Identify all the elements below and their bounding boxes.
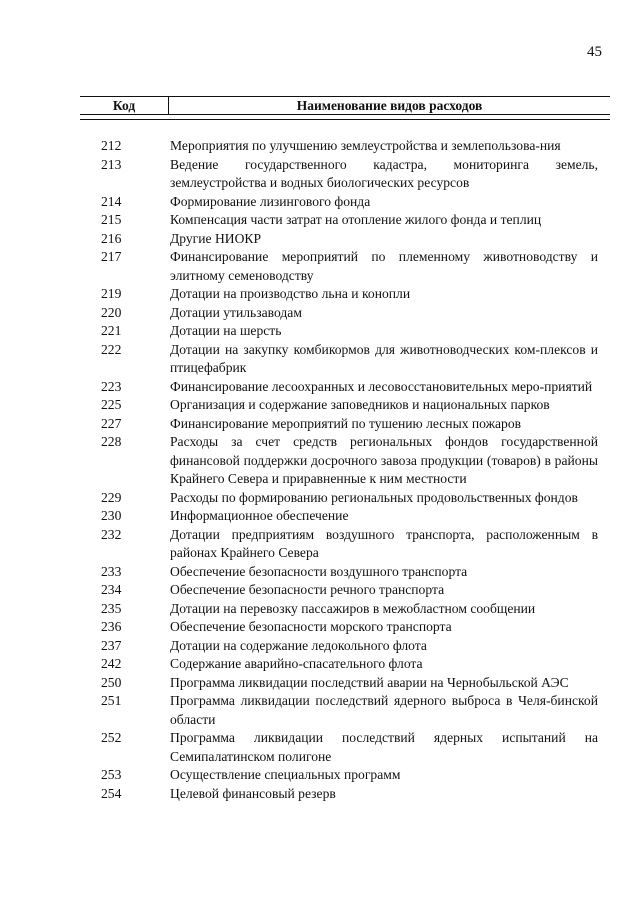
row-code: 236 [101, 619, 122, 634]
row-code: 222 [101, 341, 122, 357]
row-code: 254 [101, 785, 122, 801]
row-code: 216 [101, 230, 122, 246]
row-name: Целевой финансовый резерв [170, 785, 336, 801]
table-row [80, 600, 610, 619]
row-name: Расходы за счет средств региональных фондов государственной финансовой поддержки досрочного завоза продукции (товаров) в районы Крайнего Севера и приравненные к ним местности [170, 434, 598, 486]
row-name: Дотации на перевозку пассажиров в межобластном сообщении [170, 600, 536, 616]
row-name: Дотации на производство льна и конопли [170, 286, 411, 301]
row-code: 212 [101, 138, 122, 153]
row-name: Дотации на шерсть [170, 323, 282, 338]
table-row [80, 526, 610, 563]
row-name: Ведение государственного кадастра, мониторинга земель, землеустройства и водных биологических ресурсов [170, 156, 598, 190]
row-code: 230 [101, 508, 122, 523]
table-row [80, 637, 610, 656]
row-code: 223 [101, 378, 122, 394]
table-row [80, 230, 610, 249]
row-name: Мероприятия по улучшению землеустройства и землепользова-ния [170, 138, 561, 153]
table-row [80, 285, 610, 304]
row-code: 251 [101, 693, 122, 708]
row-name: Формирование лизингового фонда [170, 193, 371, 209]
table-row [80, 674, 610, 693]
row-code: 213 [101, 156, 122, 172]
table-row [80, 415, 610, 434]
row-name: Содержание аварийно-спасательного флота [170, 656, 423, 671]
table-row [80, 304, 610, 323]
table-row [80, 211, 610, 230]
row-name: Финансирование мероприятий по тушению лесных пожаров [170, 415, 522, 431]
row-code: 253 [101, 767, 122, 782]
row-name: Дотации на закупку комбикормов для животноводческих ком-плексов и птицефабрик [170, 341, 598, 375]
row-name: Программа ликвидации последствий ядерного выброса в Челя-бинской области [170, 693, 598, 727]
row-code: 214 [101, 193, 122, 209]
row-name: Расходы по формированию региональных продовольственных фондов [170, 489, 578, 505]
header-underline [80, 119, 610, 120]
row-code: 217 [101, 249, 122, 264]
table-row [80, 137, 610, 156]
table-row [80, 692, 610, 729]
row-name: Обеспечение безопасности речного транспорта [170, 582, 445, 597]
table-row [80, 322, 610, 341]
row-name: Финансирование мероприятий по племенному животноводству и элитному семеноводству [170, 249, 598, 283]
table-row [80, 618, 610, 637]
table-row [80, 563, 610, 582]
table-row [80, 248, 610, 285]
table-row [80, 766, 610, 785]
row-name: Организация и содержание заповедников и национальных парков [170, 397, 550, 412]
row-code: 227 [101, 415, 122, 431]
row-name: Осуществление специальных программ [170, 767, 401, 782]
row-name: Обеспечение безопасности воздушного транспорта [170, 563, 468, 579]
row-name: Дотации утильзаводам [170, 304, 302, 320]
table-row [80, 378, 610, 397]
row-name: Обеспечение безопасности морского транспорта [170, 619, 452, 634]
expense-table-body [80, 137, 610, 803]
expense-table-header [80, 96, 610, 120]
table-row [80, 507, 610, 526]
row-code: 225 [101, 397, 122, 412]
table-row [80, 433, 610, 489]
table-row [80, 785, 610, 804]
header-code: Код [80, 97, 169, 114]
row-name: Программа ликвидации последствий ядерных испытаний на Семипалатинском полигоне [170, 730, 598, 764]
table-row [80, 655, 610, 674]
row-code: 233 [101, 563, 122, 579]
table-row [80, 581, 610, 600]
row-name: Дотации на содержание ледокольного флота [170, 637, 427, 653]
row-code: 220 [101, 304, 122, 320]
table-row [80, 396, 610, 415]
table-row [80, 341, 610, 378]
row-code: 234 [101, 582, 122, 597]
row-name: Компенсация части затрат на отопление жилого фонда и теплиц [170, 212, 542, 227]
row-name: Программа ликвидации последствий аварии на Чернобыльской АЭС [170, 674, 569, 690]
table-row [80, 156, 610, 193]
row-name: Другие НИОКР [170, 230, 262, 246]
table-header-row [80, 96, 610, 115]
page-number: 45 [587, 44, 602, 60]
table-row [80, 489, 610, 508]
row-code: 252 [101, 730, 122, 745]
row-code: 242 [101, 656, 122, 671]
row-name: Дотации предприятиям воздушного транспорта, расположенным в районах Крайнего Севера [170, 526, 598, 560]
row-code: 221 [101, 323, 122, 338]
row-code: 229 [101, 489, 122, 505]
row-code: 235 [101, 600, 122, 616]
header-name: Наименование видов расходов [296, 98, 483, 113]
row-code: 215 [101, 212, 122, 227]
row-name: Финансирование лесоохранных и лесовосстановительных меро-приятий [170, 378, 593, 394]
row-code: 237 [101, 637, 122, 653]
row-code: 232 [101, 526, 122, 542]
table-row [80, 193, 610, 212]
table-row [80, 729, 610, 766]
row-code: 250 [101, 674, 122, 690]
row-code: 219 [101, 286, 122, 301]
row-code: 228 [101, 434, 122, 449]
row-name: Информационное обеспечение [170, 508, 349, 523]
